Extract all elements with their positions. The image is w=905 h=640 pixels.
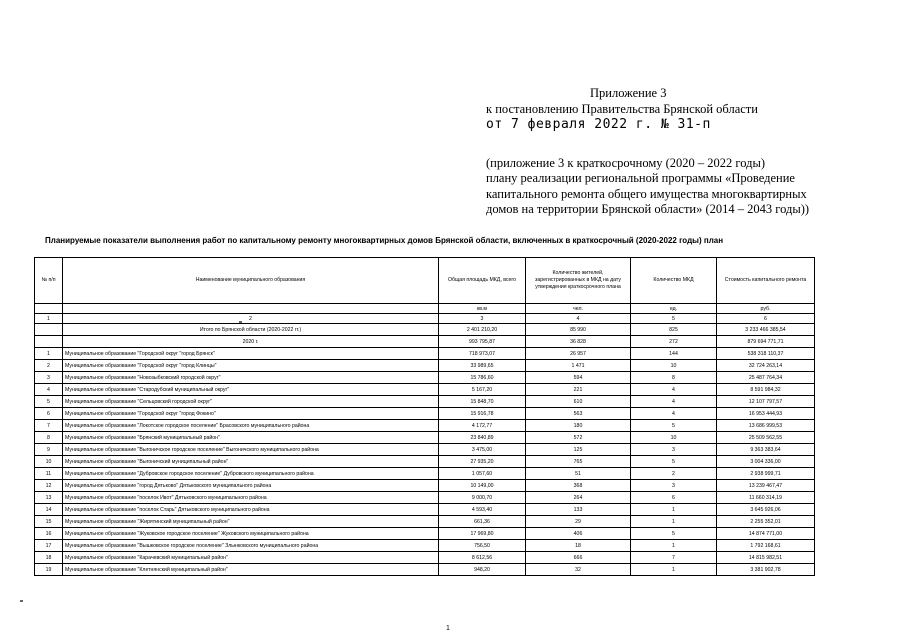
cost-value: 14 874 771,00 [717,528,815,540]
column-numbers-row [35,314,815,324]
table-row [35,384,815,396]
municipality-name: Муниципальное образование "город Дятьково" Дятьковского муниципального района [63,480,439,492]
mkd-count-value: 5 [631,456,717,468]
municipality-name: Муниципальное образование "Городской округ "город Клинцы" [63,360,439,372]
area-value: 1 057,60 [439,468,526,480]
municipality-name: Муниципальное образование "Вышковское городское поселение" Злынковского муниципального района [63,540,439,552]
table-row [35,360,815,372]
area-value: 9 000,70 [439,492,526,504]
residents-value: 572 [526,432,631,444]
col-header-cost: Стоимость капитального ремонта [717,258,815,304]
appendix-note-line-3: капитального ремонта общего имущества многоквартирных [486,186,807,201]
mkd-count-value: 8 [631,372,717,384]
residents-value: 29 [526,516,631,528]
table-row [35,420,815,432]
residents-value: 32 [526,564,631,576]
table-row [35,516,815,528]
cost-value: 9 363 383,64 [717,444,815,456]
area-value: 23 840,89 [439,432,526,444]
mkd-count-value: 5 [631,528,717,540]
cost-value: 3 645 926,06 [717,504,815,516]
page-number: 1 [446,625,450,632]
col-number-cell: 5 [631,314,717,324]
table-row [35,456,815,468]
mkd-count-value: 1 [631,564,717,576]
table-row [35,504,815,516]
area-value: 3 475,00 [439,444,526,456]
residents-value: 1 471 [526,360,631,372]
municipality-name: Муниципальное образование "Городской округ "город Фокино" [63,408,439,420]
col-number-cell: 4 [526,314,631,324]
municipality-name: Муниципальное образование "Новозыбковский городской округ" [63,372,439,384]
total-cost: 3 233 466 385,54 [717,324,815,336]
cost-value: 8 591 984,32 [717,384,815,396]
cost-value: 11 660 314,19 [717,492,815,504]
municipality-name: Муниципальное образование "Сельцовский городской округ" [63,396,439,408]
area-value: 948,20 [439,564,526,576]
residents-value: 594 [526,372,631,384]
cost-value: 12 107 797,57 [717,396,815,408]
municipality-name: Муниципальное образование "Дубровское городское поселение" Дубровского муниципального района [63,468,439,480]
unit-cell [35,304,63,314]
unit-cell: кв.м [439,304,526,314]
row-number: 10 [35,456,63,468]
table-row [35,480,815,492]
unit-cell: чел. [526,304,631,314]
table-row [35,564,815,576]
municipality-name: Муниципальное образование "Брянский муниципальный район" [63,432,439,444]
col-header-residents: Количество жителей, зарегистрированных в МКД на дату утверждения краткосрочного плана [526,258,631,304]
residents-value: 368 [526,480,631,492]
total-row [35,324,815,336]
area-value: 661,36 [439,516,526,528]
scan-mark [20,600,23,602]
table-row [35,432,815,444]
municipality-name: Муниципальное образование "поселок Ивот" Дятьковского муниципального района [63,492,439,504]
total-residents: 85 990 [526,324,631,336]
resolution-date-number: от 7 февраля 2022 г. № 31-п [486,117,711,132]
cost-value: 16 953 444,93 [717,408,815,420]
residents-value: 563 [526,408,631,420]
year-row [35,336,815,348]
row-number: 2 [35,360,63,372]
area-value: 15 916,78 [439,408,526,420]
year-area: 993 795,87 [439,336,526,348]
row-number: 16 [35,528,63,540]
municipality-name: Муниципальное образование "Выгоничский муниципальный район" [63,456,439,468]
residents-value: 133 [526,504,631,516]
municipality-name: Муниципальное образование "Клетнянский муниципальный район" [63,564,439,576]
row-number: 17 [35,540,63,552]
unit-cell [63,304,439,314]
table-row [35,444,815,456]
row-number: 4 [35,384,63,396]
table-row [35,468,815,480]
cost-value: 25 487 764,34 [717,372,815,384]
municipality-name: Муниципальное образование "Городской округ "город Брянск" [63,348,439,360]
table-title: Планируемые показатели выполнения работ по капитальному ремонту многоквартирных домов Брянской области, включенных в краткосрочный (2020-2022 годы) план [45,236,724,245]
row-number: 11 [35,468,63,480]
cost-value: 538 318 110,37 [717,348,815,360]
mkd-count-value: 1 [631,504,717,516]
mkd-count-value: 7 [631,552,717,564]
table-row [35,408,815,420]
year-residents: 36 828 [526,336,631,348]
cost-value: 3 381 902,78 [717,564,815,576]
col-header-mkd-count: Количество МКД [631,258,717,304]
row-number: 12 [35,480,63,492]
cost-value: 3 004 336,00 [717,456,815,468]
residents-value: 180 [526,420,631,432]
row-number: 14 [35,504,63,516]
municipality-name: Муниципальное образование "поселок Старь" Дятьковского муниципального района [63,504,439,516]
row-number: 19 [35,564,63,576]
area-value: 8 612,56 [439,552,526,564]
col-number-cell: 3 [439,314,526,324]
mkd-count-value: 5 [631,420,717,432]
municipality-name: Муниципальное образование "Жирятинский муниципальный район" [63,516,439,528]
col-number-cell: 2 [63,314,439,324]
units-row [35,304,815,314]
row-number: 1 [35,348,63,360]
mkd-count-value: 10 [631,432,717,444]
municipality-name: Муниципальное образование "Локотское городское поселение" Брасовского муниципального района [63,420,439,432]
municipality-name: Муниципальное образование "Жуковское городское поселение" Жуковского муниципального района [63,528,439,540]
mkd-count-value: 1 [631,516,717,528]
area-value: 718 973,07 [439,348,526,360]
mkd-count-value: 4 [631,384,717,396]
cost-value: 32 724 263,14 [717,360,815,372]
residents-value: 264 [526,492,631,504]
row-number: 5 [35,396,63,408]
table-row [35,552,815,564]
cost-value: 2 938 999,71 [717,468,815,480]
area-value: 4 172,77 [439,420,526,432]
cost-value: 25 509 562,55 [717,432,815,444]
area-value: 27 935,20 [439,456,526,468]
cost-value: 13 239 467,47 [717,480,815,492]
col-number-cell: 1 [35,314,63,324]
row-number: 6 [35,408,63,420]
year-mkd: 272 [631,336,717,348]
mkd-count-value: 4 [631,408,717,420]
cost-value: 1 792 168,61 [717,540,815,552]
col-header-name: Наименование муниципального образования [63,258,439,304]
row-number: 3 [35,372,63,384]
municipality-name: Муниципальное образование "Карачевский муниципальный район" [63,552,439,564]
scan-mark [239,321,242,323]
residents-value: 51 [526,468,631,480]
mkd-count-value: 1 [631,540,717,552]
residents-value: 26 957 [526,348,631,360]
row-number: 15 [35,516,63,528]
area-value: 5 167,20 [439,384,526,396]
row-number: 9 [35,444,63,456]
row-number: 8 [35,432,63,444]
table-row [35,492,815,504]
mkd-count-value: 144 [631,348,717,360]
indicators-table [34,257,815,576]
header-row [35,258,815,304]
residents-value: 666 [526,552,631,564]
residents-value: 765 [526,456,631,468]
unit-cell: ед. [631,304,717,314]
mkd-count-value: 3 [631,480,717,492]
row-number: 18 [35,552,63,564]
area-value: 15 786,60 [439,372,526,384]
appendix-note-line-4: домов на территории Брянской области» (2014 – 2043 годы)) [486,202,810,216]
residents-value: 125 [526,444,631,456]
mkd-count-value: 3 [631,444,717,456]
area-value: 756,50 [439,540,526,552]
table-row [35,540,815,552]
year-label: 2020 г. [63,336,439,348]
cost-value: 14 815 982,51 [717,552,815,564]
appendix-note-line-2: плану реализации региональной программы «Проведение [486,171,795,185]
mkd-count-value: 10 [631,360,717,372]
document-header [486,86,886,218]
table-row [35,528,815,540]
mkd-count-value: 4 [631,396,717,408]
table-row [35,372,815,384]
appendix-note-line-1: (приложение 3 к краткосрочному (2020 – 2022 годы) [486,155,766,170]
resolution-line: к постановлению Правительства Брянской области [486,101,758,116]
municipality-name: Муниципальное образование "Стародубский муниципальный округ" [63,384,439,396]
municipality-name: Муниципальное образование "Выгоничское городское поселение" Выгоничского муниципального района [63,444,439,456]
appendix-title: Приложение 3 [590,86,667,100]
area-value: 33 989,65 [439,360,526,372]
residents-value: 18 [526,540,631,552]
total-area: 2 401 210,20 [439,324,526,336]
year-cost: 879 694 771,71 [717,336,815,348]
area-value: 4 593,40 [439,504,526,516]
table-row [35,348,815,360]
mkd-count-value: 6 [631,492,717,504]
table-row [35,396,815,408]
cost-value: 2 255 352,01 [717,516,815,528]
cost-value: 13 686 999,53 [717,420,815,432]
area-value: 15 848,70 [439,396,526,408]
total-label: Итого по Брянской области (2020-2022 гг.) [63,324,439,336]
area-value: 10 149,00 [439,480,526,492]
unit-cell: руб. [717,304,815,314]
residents-value: 221 [526,384,631,396]
mkd-count-value: 2 [631,468,717,480]
row-number: 13 [35,492,63,504]
residents-value: 610 [526,396,631,408]
col-header-area: Общая площадь МКД, всего [439,258,526,304]
residents-value: 406 [526,528,631,540]
total-mkd: 825 [631,324,717,336]
col-header-number: № п/п [35,258,63,304]
col-number-cell: 6 [717,314,815,324]
row-number: 7 [35,420,63,432]
area-value: 17 969,80 [439,528,526,540]
